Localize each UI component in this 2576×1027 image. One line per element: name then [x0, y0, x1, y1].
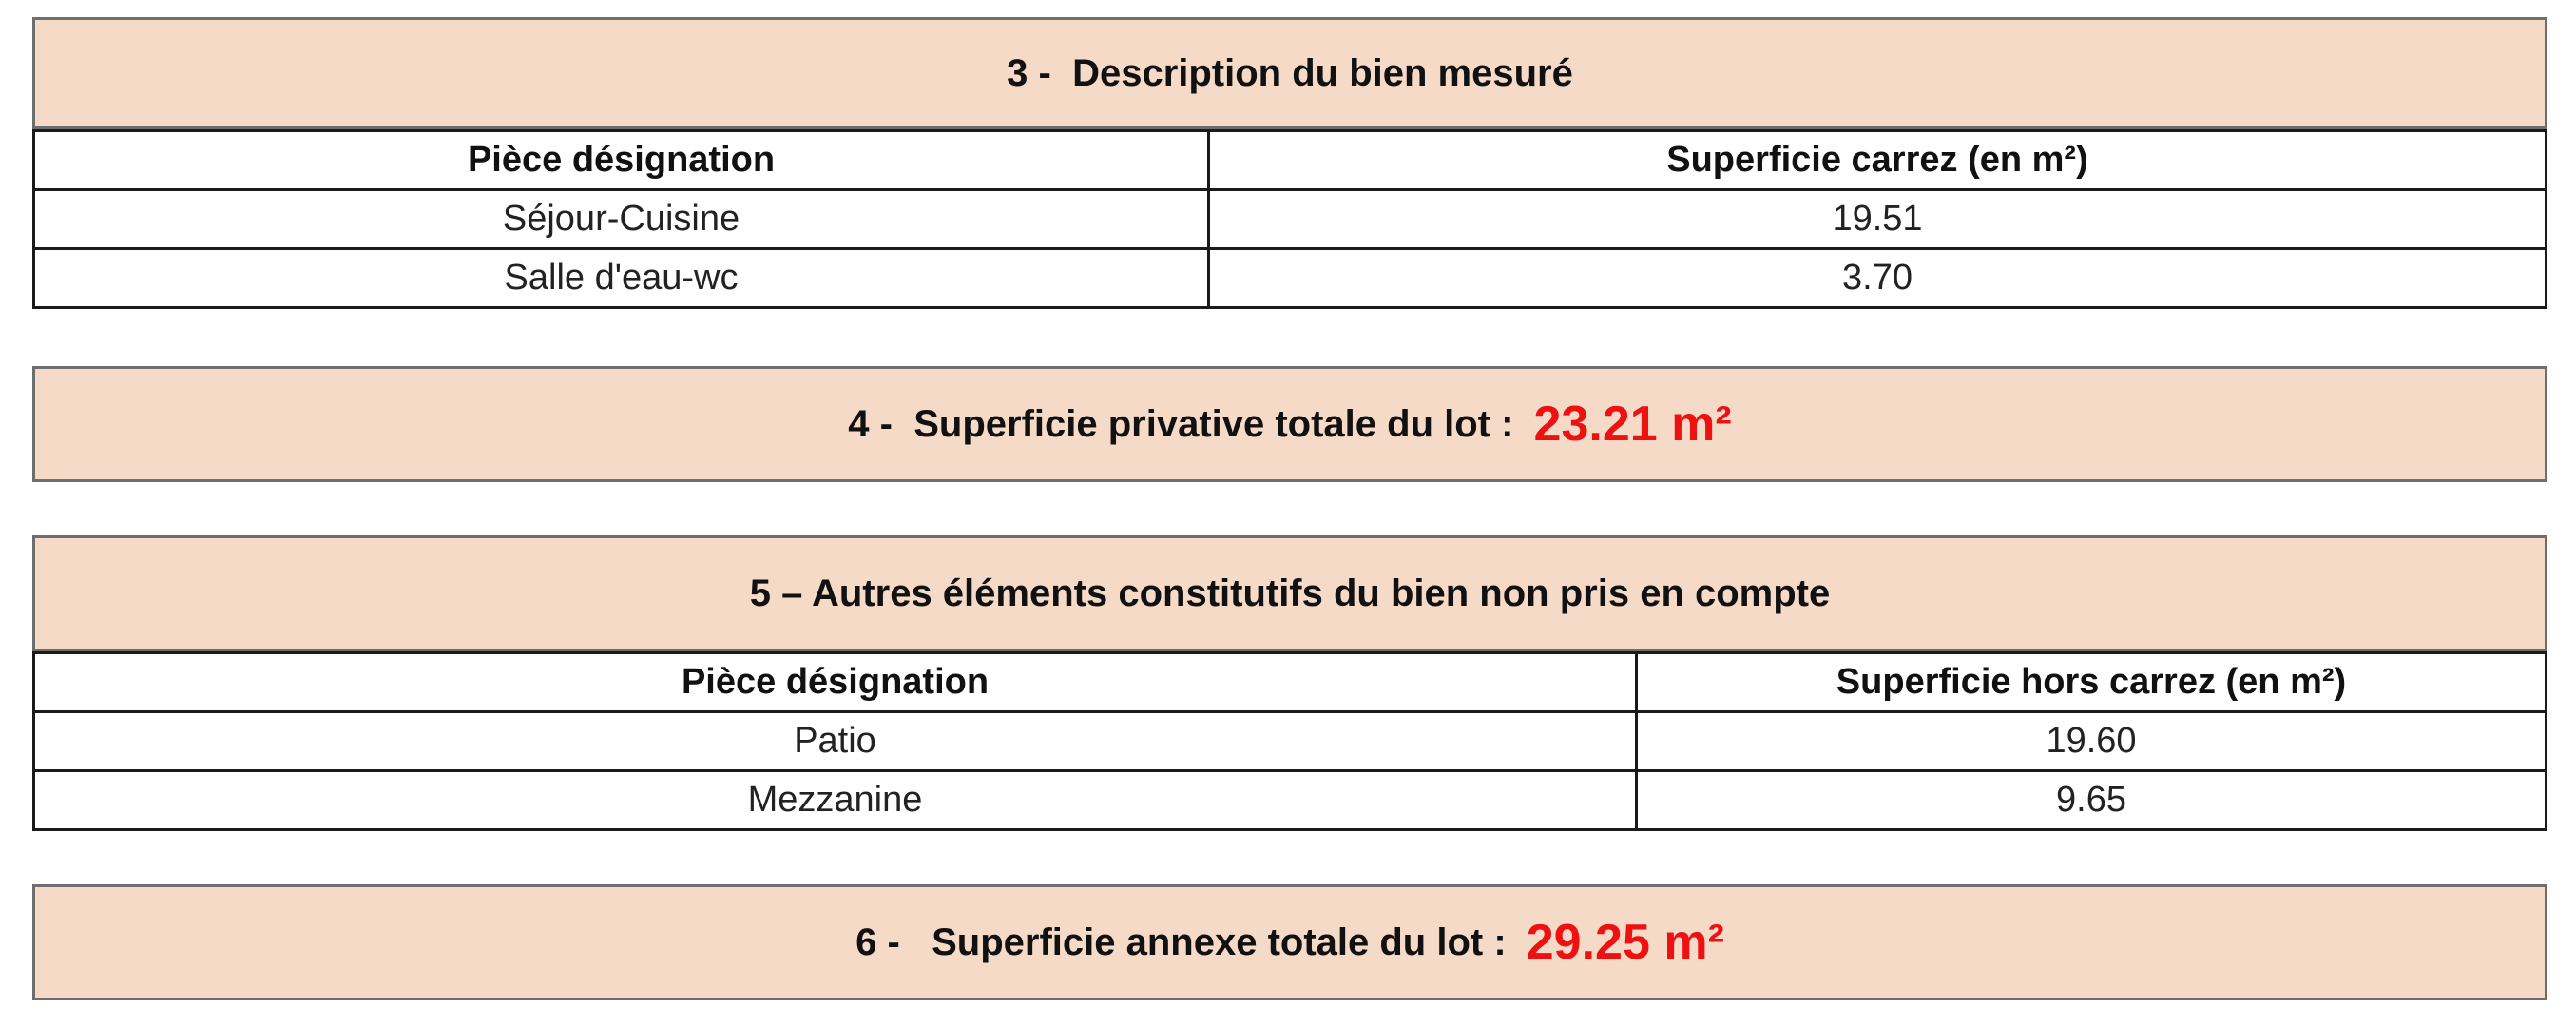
section-3-title-text: 3 - Description du bien mesuré — [1007, 51, 1573, 94]
room-name: Mezzanine — [34, 771, 1637, 830]
section-3 — [32, 17, 2547, 309]
section-4-total — [32, 366, 2547, 482]
table-header-row — [34, 131, 2547, 190]
room-name: Patio — [34, 712, 1637, 771]
section-6 — [32, 884, 2547, 1000]
column-header-superficie: Superficie carrez (en m²) — [1209, 131, 2547, 190]
column-header-piece: Pièce désignation — [34, 653, 1637, 712]
room-area: 9.65 — [1637, 771, 2547, 830]
section-5-title — [32, 535, 2547, 651]
section-5-title-text: 5 – Autres éléments constitutifs du bien non pris en compte — [749, 572, 1831, 614]
column-header-piece: Pièce désignation — [34, 131, 1209, 190]
room-area: 3.70 — [1209, 249, 2547, 308]
section-3-title — [32, 17, 2547, 129]
section-4-value: 23.21 m² — [1533, 397, 1732, 452]
section-4 — [32, 366, 2547, 482]
room-area: 19.51 — [1209, 190, 2547, 249]
room-area: 19.60 — [1637, 712, 2547, 771]
table-header-row — [34, 653, 2547, 712]
table-row — [34, 190, 2547, 249]
section-5 — [32, 535, 2547, 831]
table-row — [34, 771, 2547, 830]
column-header-superficie: Superficie hors carrez (en m²) — [1637, 653, 2547, 712]
section-6-label: 6 - Superficie annexe totale du lot : — [855, 920, 1517, 963]
section-6-value: 29.25 m² — [1526, 915, 1724, 970]
hors-carrez-table — [32, 651, 2547, 831]
room-name: Salle d'eau-wc — [34, 249, 1209, 308]
section-4-label: 4 - Superficie privative totale du lot : — [848, 402, 1525, 445]
table-row — [34, 712, 2547, 771]
room-name: Séjour-Cuisine — [34, 190, 1209, 249]
carrez-table — [32, 129, 2547, 309]
section-6-total — [32, 884, 2547, 1000]
table-row — [34, 249, 2547, 308]
